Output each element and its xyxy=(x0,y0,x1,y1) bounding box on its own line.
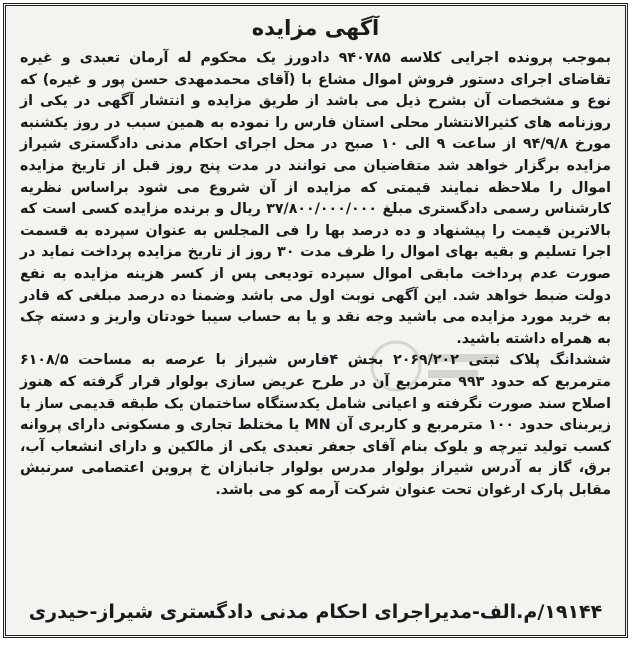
notice-footer-signature: ۱۹۱۴۴/م.الف-مدیراجرای احکام مدنی دادگستری شیراز-حیدری xyxy=(28,601,603,623)
auction-notice xyxy=(3,3,628,638)
notice-title: آگهی مزایده xyxy=(251,16,380,40)
property-description: ششدانگ پلاک ثبتی ۲۰۶۹/۲۰۲ بخش ۴فارس شیراز با عرصه به مساحت ۶۱۰۸/۵ مترمربع که حدود ۹۹۳ مترمربع آن در طرح عریض سازی بولوار قرار گرفته که هنوز اصلاح سند صورت نگرفته و اعیانی شامل یکدستگاه ساختمان یک طبقه قدیمی ساز با زیربنای حدود ۱۰۰ مترمربع و کاربری آن MN یا مختلط تجاری و مسکونی دارای پروانه کسب تولید تیرچه و بلوک بنام آقای جعفر تعبدی یکی از مالکین و دارای انشعاب آب، برق، گاز به آدرس شیراز بولوار مدرس بولوار جانبازان خ پروین اعتصامی سرنبش مقابل پارک ارغوان تحت عنوان شرکت آرمه کو می باشد. xyxy=(20,352,612,498)
notice-body-paragraph: بموجب پرونده اجرایی کلاسه ۹۴۰۷۸۵ دادورز یک محکوم له آرمان تعبدی و غیره تقاضای اجرای دستور فروش اموال مشاع با (آقای محمدمهدی حسن پور و غیره) که نوع و مشخصات آن بشرح ذیل می باشد از طریق مزایده و انتشار آگهی در یکی از روزنامه های کثیرالانتشار محلی استان فارس را نموده به همین سبب در روز یکشنبه مورخ ۹۴/۹/۸ از ساعت ۹ الی ۱۰ صبح در محل اجرای احکام مدنی دادگستری شیراز مزایده برگزار خواهد شد متقاضیان می توانند در مدت پنج روز قبل از تاریخ مزایده اموال را ملاحظه نمایند قیمتی که مزایده از آن شروع می شود براساس نظریه کارشناس رسمی دادگستری مبلغ ۳۷/۸۰۰/۰۰۰/۰۰۰ ریال و برنده مزایده کسی است که بالاترین قیمت را پیشنهاد و ده درصد بها را فی المجلس به عنوان سپرده به قسمت اجرا تسلیم و بقیه بهای اموال را ظرف مدت ۳۰ روز از تاریخ مزایده پرداخت نماید در صورت عدم پرداخت مابقی اموال سپرده تودیعی پس از کسر هزینه مزایده به نفع دولت ضبط خواهد شد. این آگهی نوبت اول می باشد وضمنا ده درصد مبلغی که قادر به خرید مورد مزایده می باشید وجه نقد و یا به حساب سیبا خودتان واریز و دسته چک به همراه داشته باشید. xyxy=(20,50,611,347)
notice-body xyxy=(6,48,625,501)
